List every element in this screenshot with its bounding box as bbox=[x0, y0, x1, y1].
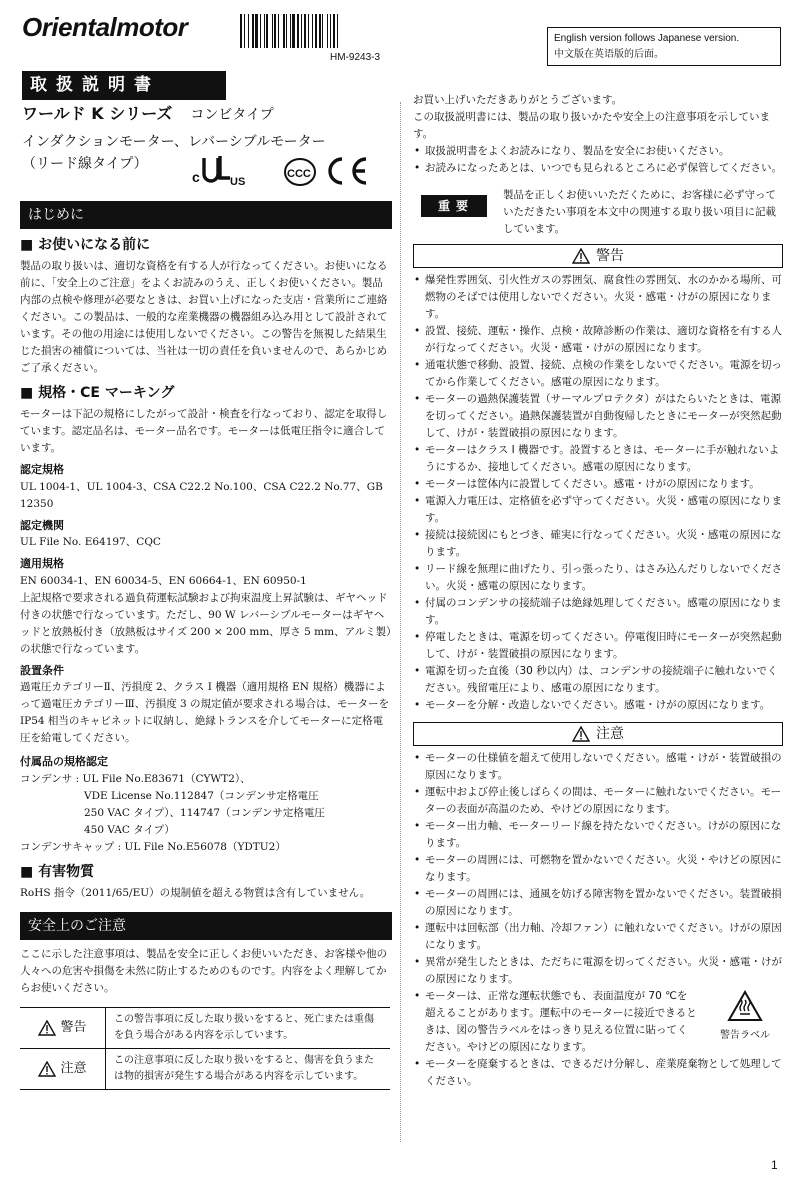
cert-std-label: 認定規格 bbox=[20, 463, 64, 476]
svg-text:US: US bbox=[230, 176, 246, 188]
barcode-bar bbox=[240, 14, 242, 48]
barcode-bar bbox=[301, 14, 302, 48]
series-name: ワールド K シリーズ bbox=[22, 104, 173, 123]
caution-label: 注意 bbox=[60, 1060, 87, 1076]
barcode-bar bbox=[283, 14, 285, 48]
caution-heading: 注意 bbox=[596, 725, 624, 742]
left-column bbox=[20, 201, 392, 1090]
barcode-bar bbox=[304, 14, 306, 48]
right-column bbox=[413, 92, 783, 1090]
column-divider bbox=[400, 102, 401, 1142]
hazard-text: RoHS 指令（2011/65/EU）の規制値を超える物質は含有していません。 bbox=[20, 886, 371, 899]
warning-item: • 接続は接続図にもとづき、確実に行なってください。火災・感電の原因になります。 bbox=[413, 527, 783, 561]
warning-list bbox=[413, 272, 783, 714]
barcode bbox=[240, 14, 388, 48]
ccc-mark-icon bbox=[285, 159, 315, 185]
important-text: 製品を正しくお使いいただくために、お客様に必ず守っていただきたい事項を本文中の関連する取り扱い項目に記載しています。 bbox=[503, 189, 776, 235]
ce-mark-icon bbox=[330, 159, 366, 183]
language-note-zh: 中文版在英语版的后面。 bbox=[554, 48, 664, 60]
accessory-line-3: 250 VAC タイプ）、114747（コンデンサ定格電圧 bbox=[84, 806, 325, 819]
standards-text: モーターは下記の規格にしたがって設計・検査を行なっており、認定を取得しています。認定品名は、モーター品名です。モーターは低電圧指令に適合しています。 bbox=[20, 408, 388, 454]
warning-item: • モーターはクラス Ⅰ 機器です。設置するときは、モーターに手が触れないようにするか、接地してください。感電の原因になります。 bbox=[413, 442, 783, 476]
important-label: 重要 bbox=[421, 195, 487, 217]
before-use-heading: ■ お使いになる前に bbox=[20, 235, 392, 256]
caution-item: • モーターの周囲には、可燃物を置かないでください。火災・やけどの原因になります。 bbox=[413, 852, 783, 886]
product-line-2: （リード線タイプ） bbox=[22, 156, 148, 173]
barcode-bar bbox=[315, 14, 317, 48]
safety-section-title: 安全上のご注意 bbox=[20, 912, 392, 940]
series-type: コンビタイプ bbox=[190, 107, 274, 123]
warning-item: • 設置、接続、運転・操作、点検・故障診断の作業は、適切な資格を有する人が行なってください。火災・感電・けがの原因になります。 bbox=[413, 323, 783, 357]
warning-item: • 爆発性雰囲気、引火性ガスの雰囲気、腐食性の雰囲気、水のかかる場所、可燃物のそばでは使用しないでください。火災・感電・けがの原因になります。 bbox=[413, 272, 783, 323]
caution-item: • 運転中および停止後しばらくの間は、モーターに触れないでください。モーターの表面が高温のため、やけどの原因になります。 bbox=[413, 784, 783, 818]
hot-surface-label bbox=[707, 990, 783, 1042]
warning-item: • モーターの過熱保護装置（サーマルプロテクタ）がはたらいたときは、電源を切ってください。過熱保護装置が自動復帰したときにモーターが突然起動して、けが・装置破損の原因になります。 bbox=[413, 391, 783, 442]
accessory-line-2: VDE License No.112847（コンデンサ定格電圧 bbox=[84, 789, 319, 802]
accessory-line-4: 450 VAC タイプ） bbox=[84, 823, 175, 836]
warning-item: • モーターは筐体内に設置してください。感電・けがの原因になります。 bbox=[413, 476, 783, 493]
intro-bullet-item: • 取扱説明書をよくお読みになり、製品を安全にお使いください。 bbox=[413, 143, 783, 160]
caution-triangle-icon bbox=[572, 726, 590, 742]
barcode-bar bbox=[308, 14, 309, 48]
caution-item: • 異常が発生したときは、ただちに電源を切ってください。火災・感電・けがの原因になります。 bbox=[413, 954, 783, 988]
warning-triangle-icon bbox=[38, 1020, 56, 1036]
barcode-bar bbox=[248, 14, 249, 48]
caution-item: • モーターの周囲には、通風を妨げる障害物を置かないでください。装置破損の原因になります。 bbox=[413, 886, 783, 920]
warning-triangle-icon bbox=[572, 248, 590, 264]
caution-item: • モーター出力軸、モーターリード線を持たないでください。けがの原因になります。 bbox=[413, 818, 783, 852]
applied-std-label: 適用規格 bbox=[20, 557, 64, 571]
applied-std-note: 上記規格で要求される過負荷運転試験および拘束温度上昇試験は、ギヤヘッド付きの状態で行なっています。ただし、90 W レバーシブルモーターはギヤヘッドと放熱板付き（放熱板はサイズ 200 × 200 mm、厚さ 5 mm、アルミ製）の状態で行なっています。 bbox=[20, 591, 392, 655]
caution-item: • モーターの仕様値を超えて使用しないでください。感電・けが・装置破損の原因になります。 bbox=[413, 750, 783, 784]
barcode-bar bbox=[252, 14, 254, 48]
barcode-bar bbox=[278, 14, 279, 48]
important-box bbox=[413, 187, 783, 238]
cert-body-value: UL File No. E64197、CQC bbox=[20, 536, 161, 549]
barcode-bar bbox=[266, 14, 268, 48]
install-label: 設置条件 bbox=[20, 663, 64, 677]
caution-triangle-icon bbox=[38, 1061, 56, 1077]
c-ul-us-mark-icon bbox=[192, 156, 245, 188]
intro-bullets bbox=[413, 143, 783, 177]
language-note-en: English version follows Japanese version. bbox=[554, 33, 740, 44]
warning-row bbox=[20, 1008, 390, 1049]
intro-bullet-item: • お読みになったあとは、いつでも見られるところに必ず保管してください。 bbox=[413, 160, 783, 177]
warning-item: • 通電状態で移動、設置、接続、点検の作業をしないでください。電源を切ってから作業してください。感電の原因になります。 bbox=[413, 357, 783, 391]
barcode-bar bbox=[330, 14, 331, 48]
caution-row bbox=[20, 1049, 390, 1089]
certification-marks bbox=[192, 152, 382, 190]
warning-item: • リード線を無理に曲げたり、引っ張ったり、はさみ込んだりしないでください。火災・感電の原因になります。 bbox=[413, 561, 783, 595]
caution-item: • 運転中は回転部（出力軸、冷却ファン）に触れないでください。けがの原因になります。 bbox=[413, 920, 783, 954]
safety-intro-text: ここに示した注意事項は、製品を安全に正しくお使いいただき、お客様や他の人々への危害や損傷を未然に防止するためのものです。内容をよく理解してからお使いください。 bbox=[20, 947, 388, 994]
warning-definition: この警告事項に反した取り扱いをすると、死亡または重傷を負う場合がある内容を示しています。 bbox=[114, 1013, 374, 1041]
barcode-bar bbox=[255, 14, 258, 48]
oriental-motor-logo: Orientalmotor bbox=[22, 12, 188, 42]
barcode-bar bbox=[327, 14, 328, 48]
accessory-line-1: コンデンサ : UL File No.E83671（CYWT2）、 bbox=[20, 772, 251, 785]
applied-std-value: EN 60034-1、EN 60034-5、EN 60664-1、EN 60950-1 bbox=[20, 574, 307, 587]
warning-item: • モーターを分解・改造しないでください。感電・けがの原因になります。 bbox=[413, 697, 783, 714]
hot-surface-warning-icon bbox=[727, 990, 763, 1022]
barcode-bar bbox=[322, 14, 323, 48]
barcode-bar bbox=[333, 14, 335, 48]
cert-std-value: UL 1004-1、UL 1004-3、CSA C22.2 No.100、CSA C22.2 No.77、GB 12350 bbox=[20, 480, 383, 510]
manual-title-bar: 取扱説明書 bbox=[22, 71, 226, 100]
warning-heading: 警告 bbox=[596, 247, 624, 264]
barcode-bar bbox=[286, 14, 287, 48]
accessory-label: 付属品の規格認定 bbox=[20, 755, 108, 769]
warning-item: • 電源入力電圧は、定格値を必ず守ってください。火災・感電の原因になります。 bbox=[413, 493, 783, 527]
intro-section-title: はじめに bbox=[20, 201, 392, 229]
warning-label: 警告 bbox=[60, 1019, 87, 1035]
barcode-bar bbox=[337, 14, 338, 48]
warning-label-cell bbox=[20, 1008, 106, 1048]
accessory-line-5: コンデンサキャップ : UL File No.E56078（YDTU2） bbox=[20, 840, 286, 853]
warning-heading-box bbox=[413, 244, 783, 268]
caution-item: • モーターは、正常な運転状態でも、表面温度が 70 ℃を超えることがあります。運転中のモーターに接近できるときは、図の警告ラベルをはっきり見える位置に貼ってください。やけどの原因になります。 警告ラベル bbox=[413, 988, 783, 1056]
barcode-bar bbox=[292, 14, 295, 48]
barcode-bar bbox=[290, 14, 291, 48]
svg-text:c: c bbox=[192, 169, 200, 185]
series-title bbox=[22, 104, 274, 125]
caution-item: • モーターを廃棄するときは、できるだけ分解し、産業廃棄物として処理してください。 bbox=[413, 1056, 783, 1090]
barcode-bar bbox=[312, 14, 313, 48]
cert-body-label: 認定機関 bbox=[20, 518, 64, 532]
warning-item: • 停電したときは、電源を切ってください。停電復旧時にモーターが突然起動して、けが・装置破損の原因になります。 bbox=[413, 629, 783, 663]
caution-label-cell bbox=[20, 1049, 106, 1089]
barcode-bar bbox=[274, 14, 276, 48]
barcode-bar bbox=[319, 14, 321, 48]
barcode-bar bbox=[264, 14, 265, 48]
caution-definition: この注意事項に反した取り扱いをすると、傷害を負うまたは物的損害が発生する場合がある内容を示しています。 bbox=[114, 1054, 374, 1082]
install-text: 過電圧カテゴリーⅡ、汚損度 2、クラス I 機器（適用規格 EN 規格）機器によって過電圧カテゴリーⅢ、汚損度 3 の規定値が要求される場合は、モーターを IP54 相当のキャビネットに収納し、絶縁トランスを介してモーターに定格電圧を給電してください。 bbox=[20, 681, 390, 745]
intro-line-1: お買い上げいただきありがとうございます。 bbox=[413, 94, 623, 106]
before-use-text: 製品の取り扱いは、適切な資格を有する人が行なってください。お使いになる前に、「安全上のご注意」をよくお読みのうえ、正しくお使いください。製品内部の点検や修理が必要なときは、お買い上げになった支店・営業所にご連絡ください。この製品は、一般的な産業機器の機器組み込み用として設計されています。その他の用途には使用しないでください。この警告を無視した結果生じた損害の補償については、当社は一切の責任を負いませんので、あらかじめご了承ください。 bbox=[20, 260, 388, 374]
standards-heading: ■ 規格・CE マーキング bbox=[20, 383, 392, 404]
document-number: HM-9243-3 bbox=[330, 52, 381, 63]
barcode-bar bbox=[260, 14, 261, 48]
page-number: 1 bbox=[771, 1158, 778, 1172]
language-note bbox=[547, 27, 781, 66]
warning-item: • 付属のコンデンサの接続端子は絶縁処理してください。感電の原因になります。 bbox=[413, 595, 783, 629]
intro-line-2: この取扱説明書には、製品の取り扱いかたや安全上の注意事項を示しています。 bbox=[413, 111, 770, 140]
caution-list bbox=[413, 750, 783, 1090]
warning-item: • 電源を切った直後（30 秒以内）は、コンデンサの接続端子に触れないでください。残留電圧により、感電の原因になります。 bbox=[413, 663, 783, 697]
hazard-heading: ■ 有害物質 bbox=[20, 862, 392, 883]
barcode-bar bbox=[244, 14, 245, 48]
barcode-bar bbox=[272, 14, 273, 48]
safety-symbol-table bbox=[20, 1007, 390, 1090]
svg-text:CCC: CCC bbox=[287, 168, 311, 180]
product-line-1: インダクションモーター、レバーシブルモーター bbox=[22, 134, 326, 150]
hot-surface-label-text: 警告ラベル bbox=[720, 1030, 770, 1041]
caution-heading-box bbox=[413, 722, 783, 746]
barcode-bar bbox=[297, 14, 299, 48]
